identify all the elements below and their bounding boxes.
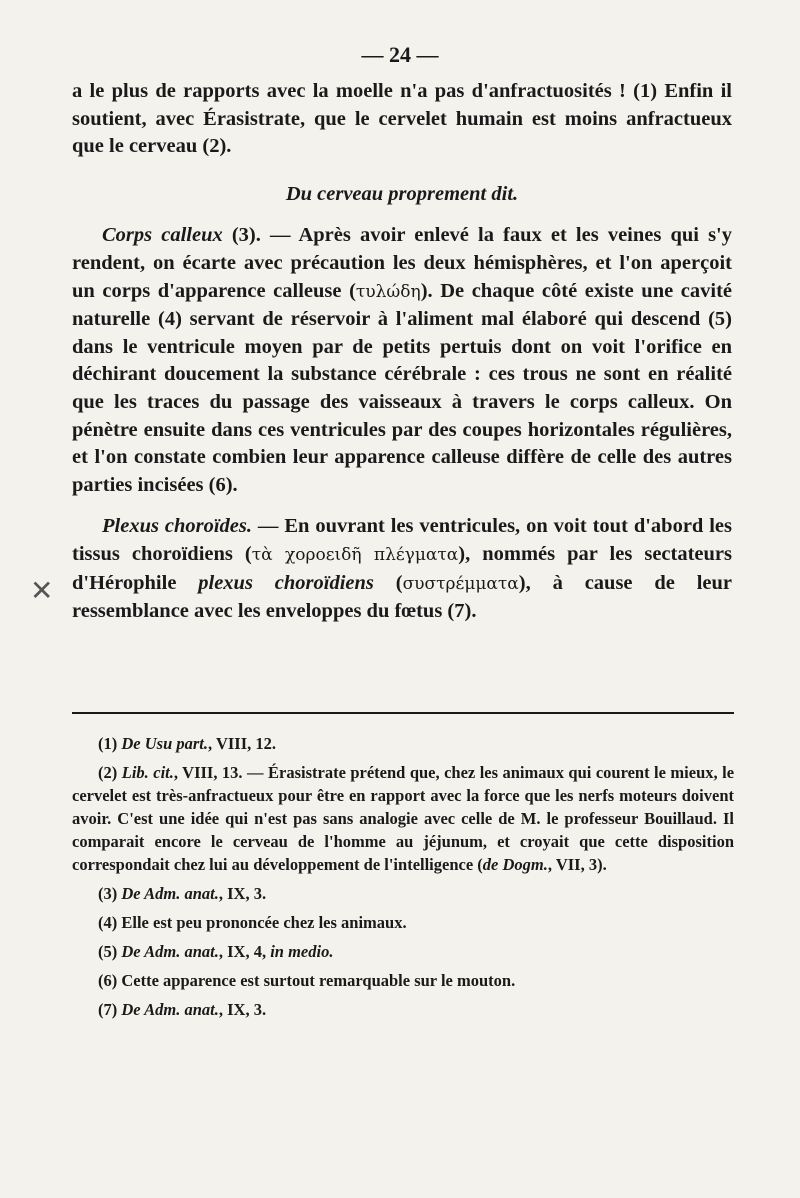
text-run: — En ouvrant les ventricules, on voit tout d'abord les tissus choroïdiens ( bbox=[72, 515, 733, 565]
footnote-text: , IX, 3. bbox=[218, 1000, 267, 1019]
text-run: ), à cause de leur ressemblance avec les enveloppes du fœtus (7). bbox=[72, 571, 733, 623]
footnote-7 bbox=[72, 998, 734, 1021]
footnote-number: (3) bbox=[98, 884, 118, 903]
footnote-1 bbox=[72, 732, 734, 755]
page-number: — 24 — bbox=[361, 42, 439, 67]
footnote-6 bbox=[72, 969, 734, 992]
paragraph-title: Plexus choroïdes. bbox=[102, 515, 252, 538]
text-run: ( bbox=[373, 571, 403, 594]
footnote-reference: De Usu part. bbox=[121, 734, 209, 753]
footnote-text: , VII, 3). bbox=[547, 855, 607, 874]
footnote-number: (6) bbox=[98, 971, 118, 990]
footnote-reference: De Adm. anat. bbox=[121, 884, 219, 903]
footnote-number: (2) bbox=[98, 763, 118, 782]
footnote-text: , VIII, 13. — Érasistrate prétend que, chez les animaux qui courent le mieux, le cervelet est très-anfractueux pour être en rapport avec la force que les nerfs moteurs doivent avoir. C'est une idée qui n'est pas sans analogie avec celle de M. le professeur Bouillaud. Il comparait encore le cerveau de l'homme au jéjunum, et croyait que cette disposition correspondait chez lui au développement de l'intelligence ( bbox=[72, 763, 735, 874]
margin-cross-mark: ✕ bbox=[30, 574, 54, 607]
footnote-reference: de Dogm. bbox=[482, 855, 548, 874]
paragraph-title: Corps calleux bbox=[102, 224, 223, 247]
footnote-5 bbox=[72, 940, 734, 963]
greek-term: τυλώδη bbox=[355, 281, 421, 302]
text-run: ), nommés par les sectateurs d'Hérophile bbox=[72, 542, 733, 594]
footnote-text: , IX, 4, bbox=[218, 942, 271, 961]
footnote-divider bbox=[72, 712, 734, 714]
footnote-3 bbox=[72, 882, 734, 905]
footnote-number: (1) bbox=[98, 734, 118, 753]
footnote-number: (7) bbox=[98, 1000, 118, 1019]
text-run: ). De chaque côté existe une cavité naturelle (4) servant de réservoir à l'aliment mal élaboré qui descend (5) dans le ventricule moyen par de petits pertuis dont on voit l'orifice en déchirant doucement la substance cérébrale : ces trous ne sont en réalité que les traces du passage des vaisseaux à travers le corps calleux. On pénètre ensuite dans ces ventricules par des coupes horizontales régulières, et l'on constate combien leur apparence calleuse diffère de celle des autres parties incisées (6). bbox=[72, 279, 732, 496]
footnote-number: (5) bbox=[98, 942, 118, 961]
footnote-4 bbox=[72, 911, 734, 934]
main-text bbox=[72, 78, 732, 626]
paragraph-plexus bbox=[72, 513, 732, 625]
section-heading: Du cerveau proprement dit. bbox=[285, 182, 519, 205]
paragraph-corps-calleux bbox=[72, 222, 732, 499]
footnote-number: (4) bbox=[98, 913, 118, 932]
footnote-reference: De Adm. anat. bbox=[121, 942, 219, 961]
footnote-text: Cette apparence est surtout remarquable sur le mouton. bbox=[121, 971, 516, 990]
footnote-2 bbox=[72, 761, 734, 876]
footnote-reference: Lib. cit. bbox=[121, 763, 174, 782]
footnote-text: , IX, 3. bbox=[218, 884, 267, 903]
greek-term: τὰ χοροειδῆ πλέγματα bbox=[251, 544, 459, 565]
footnote-reference: De Adm. anat. bbox=[121, 1000, 219, 1019]
footnote-text: , VIII, 12. bbox=[208, 734, 277, 753]
paragraph-continuation: a le plus de rapports avec la moelle n'a pas d'anfractuosités ! (1) Enfin il soutient, avec Érasistrate, que le cervelet humain est moins anfractueux que le cerveau (2). bbox=[72, 80, 732, 158]
greek-term: συστρέμματα bbox=[402, 573, 519, 594]
footnotes bbox=[72, 732, 734, 1027]
footnote-italic: in medio. bbox=[270, 942, 334, 961]
text-run: (3). — Après avoir enlevé la faux et les veines qui s'y rendent, on écarte avec précaution les deux hémisphères, et l'on aperçoit un corps d'apparence calleuse ( bbox=[72, 224, 732, 302]
footnote-text: Elle est peu prononcée chez les animaux. bbox=[121, 913, 407, 932]
italic-term: plexus choroïdiens bbox=[198, 571, 374, 594]
